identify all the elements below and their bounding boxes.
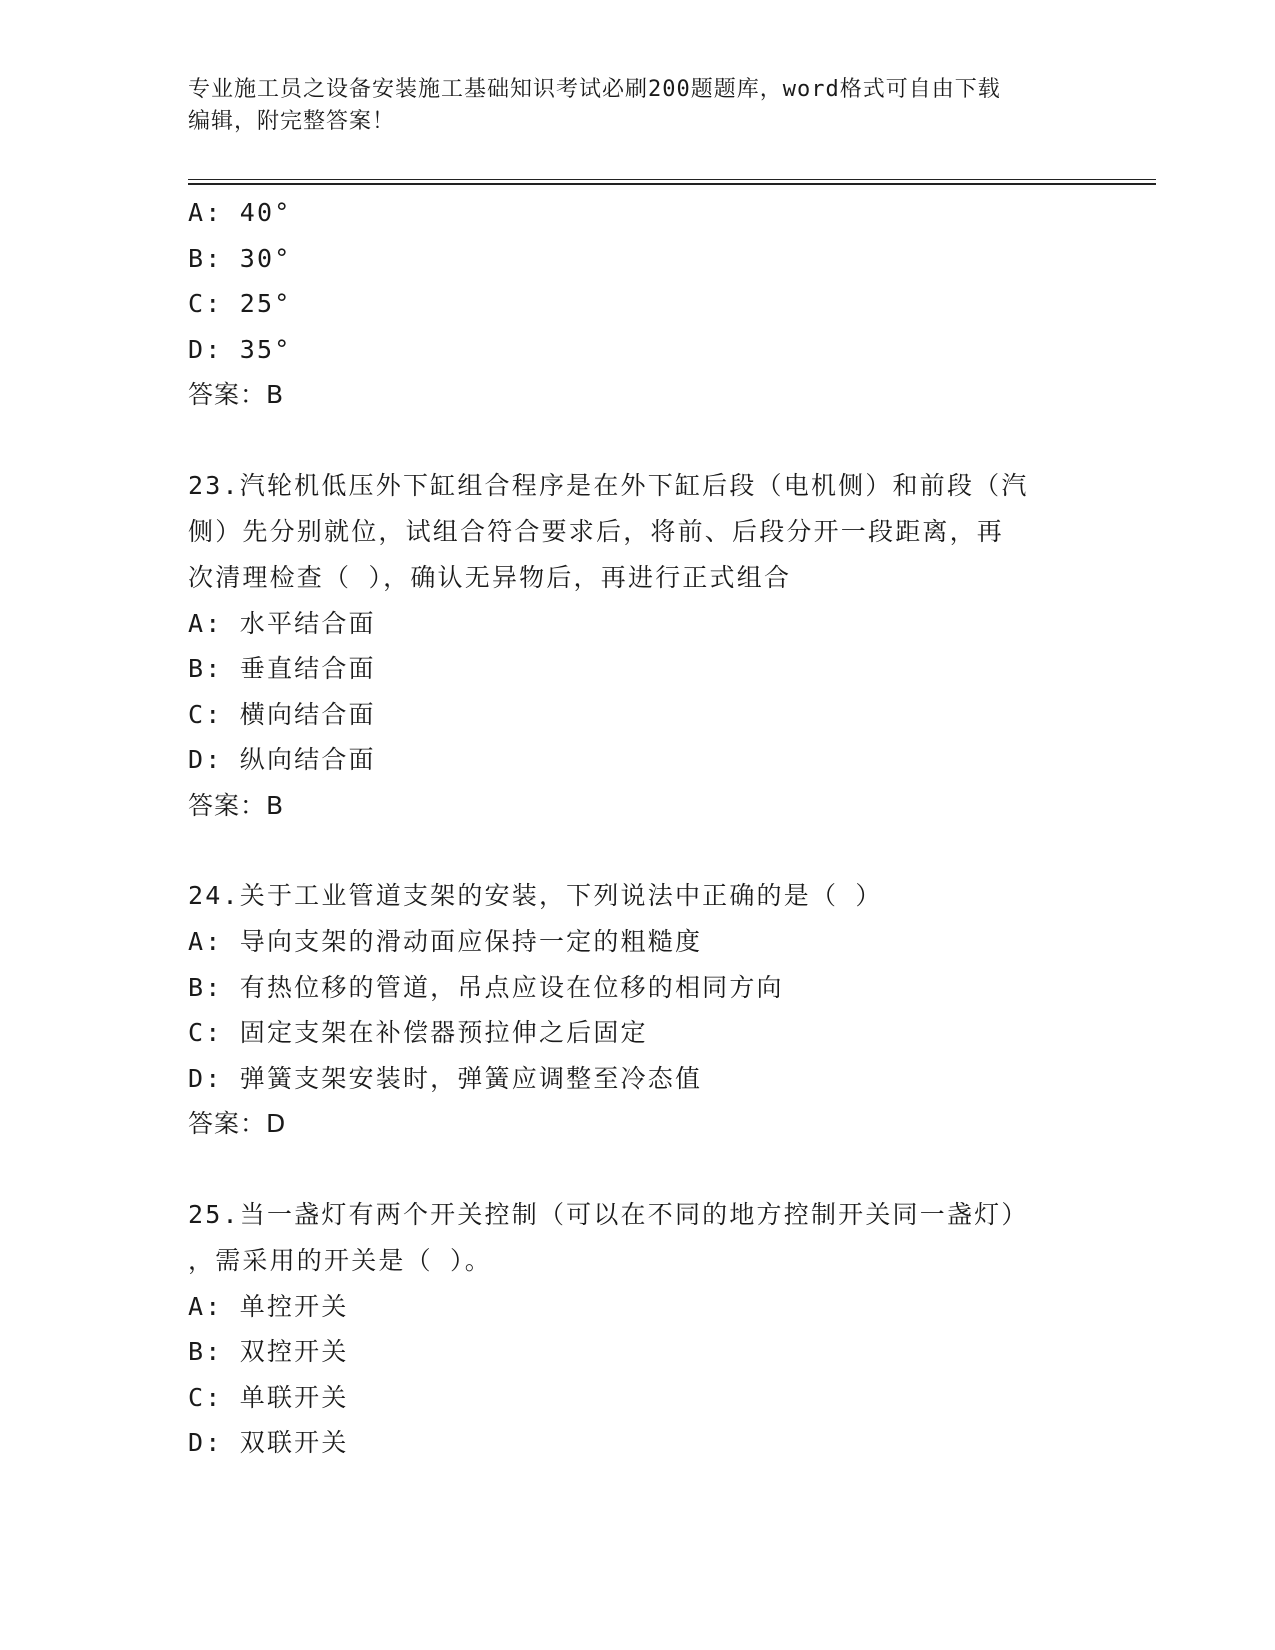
option-d: D: 双联开关 xyxy=(188,1428,349,1457)
question-24 xyxy=(188,873,1088,1147)
answer-line: 答案：B xyxy=(188,790,285,820)
option-a: A: 40° xyxy=(188,198,292,227)
option-c: C: 固定支架在补偿器预拉伸之后固定 xyxy=(188,1018,648,1047)
question-spacer xyxy=(188,1147,1088,1192)
question-stem-line: ，需采用的开关是（ ）。 xyxy=(188,1245,492,1275)
option-a: A: 单控开关 xyxy=(188,1291,349,1321)
option-c: C: 单联开关 xyxy=(188,1382,349,1412)
question-25 xyxy=(188,1192,1088,1466)
question-stem-line: 25.当一盏灯有两个开关控制（可以在不同的地方控制开关同一盏灯） xyxy=(188,1199,1029,1229)
option-a: A: 导向支架的滑动面应保持一定的粗糙度 xyxy=(188,927,703,956)
question-spacer xyxy=(188,828,1088,873)
question-stem-line: 侧）先分别就位，试组合符合要求后，将前、后段分开一段距离，再 xyxy=(188,516,1005,546)
header-title-line-1: 专业施工员之设备安装施工基础知识考试必刷200题题库，word格式可自由下载 xyxy=(188,77,1001,102)
option-a: A: 水平结合面 xyxy=(188,608,376,638)
question-content xyxy=(188,190,1088,1466)
question-spacer xyxy=(188,418,1088,463)
option-c: C: 横向结合面 xyxy=(188,699,376,729)
question-23 xyxy=(188,463,1088,829)
question-stem-line: 24.关于工业管道支架的安装，下列说法中正确的是（ ） xyxy=(188,881,883,910)
option-b: B: 30° xyxy=(188,243,292,273)
header-title-line-2: 编辑，附完整答案！ xyxy=(188,109,396,134)
option-d: D: 35° xyxy=(188,334,292,364)
question-22-tail xyxy=(188,190,1088,418)
document-header xyxy=(188,74,1088,138)
option-d: D: 纵向结合面 xyxy=(188,745,376,774)
header-divider-thick xyxy=(188,183,1156,185)
answer-line: 答案：D xyxy=(188,1109,287,1138)
option-b: B: 垂直结合面 xyxy=(188,654,376,683)
question-stem-line: 次清理检查（ ），确认无异物后，再进行正式组合 xyxy=(188,562,792,592)
option-d: D: 弹簧支架安装时，弹簧应调整至冷态值 xyxy=(188,1063,703,1093)
option-c: C: 25° xyxy=(188,289,292,318)
header-divider-thin xyxy=(188,179,1156,180)
option-b: B: 双控开关 xyxy=(188,1337,349,1366)
question-stem-line: 23.汽轮机低压外下缸组合程序是在外下缸后段（电机侧）和前段（汽 xyxy=(188,470,1029,500)
option-b: B: 有热位移的管道，吊点应设在位移的相同方向 xyxy=(188,972,784,1002)
answer-line: 答案：B xyxy=(188,380,285,409)
